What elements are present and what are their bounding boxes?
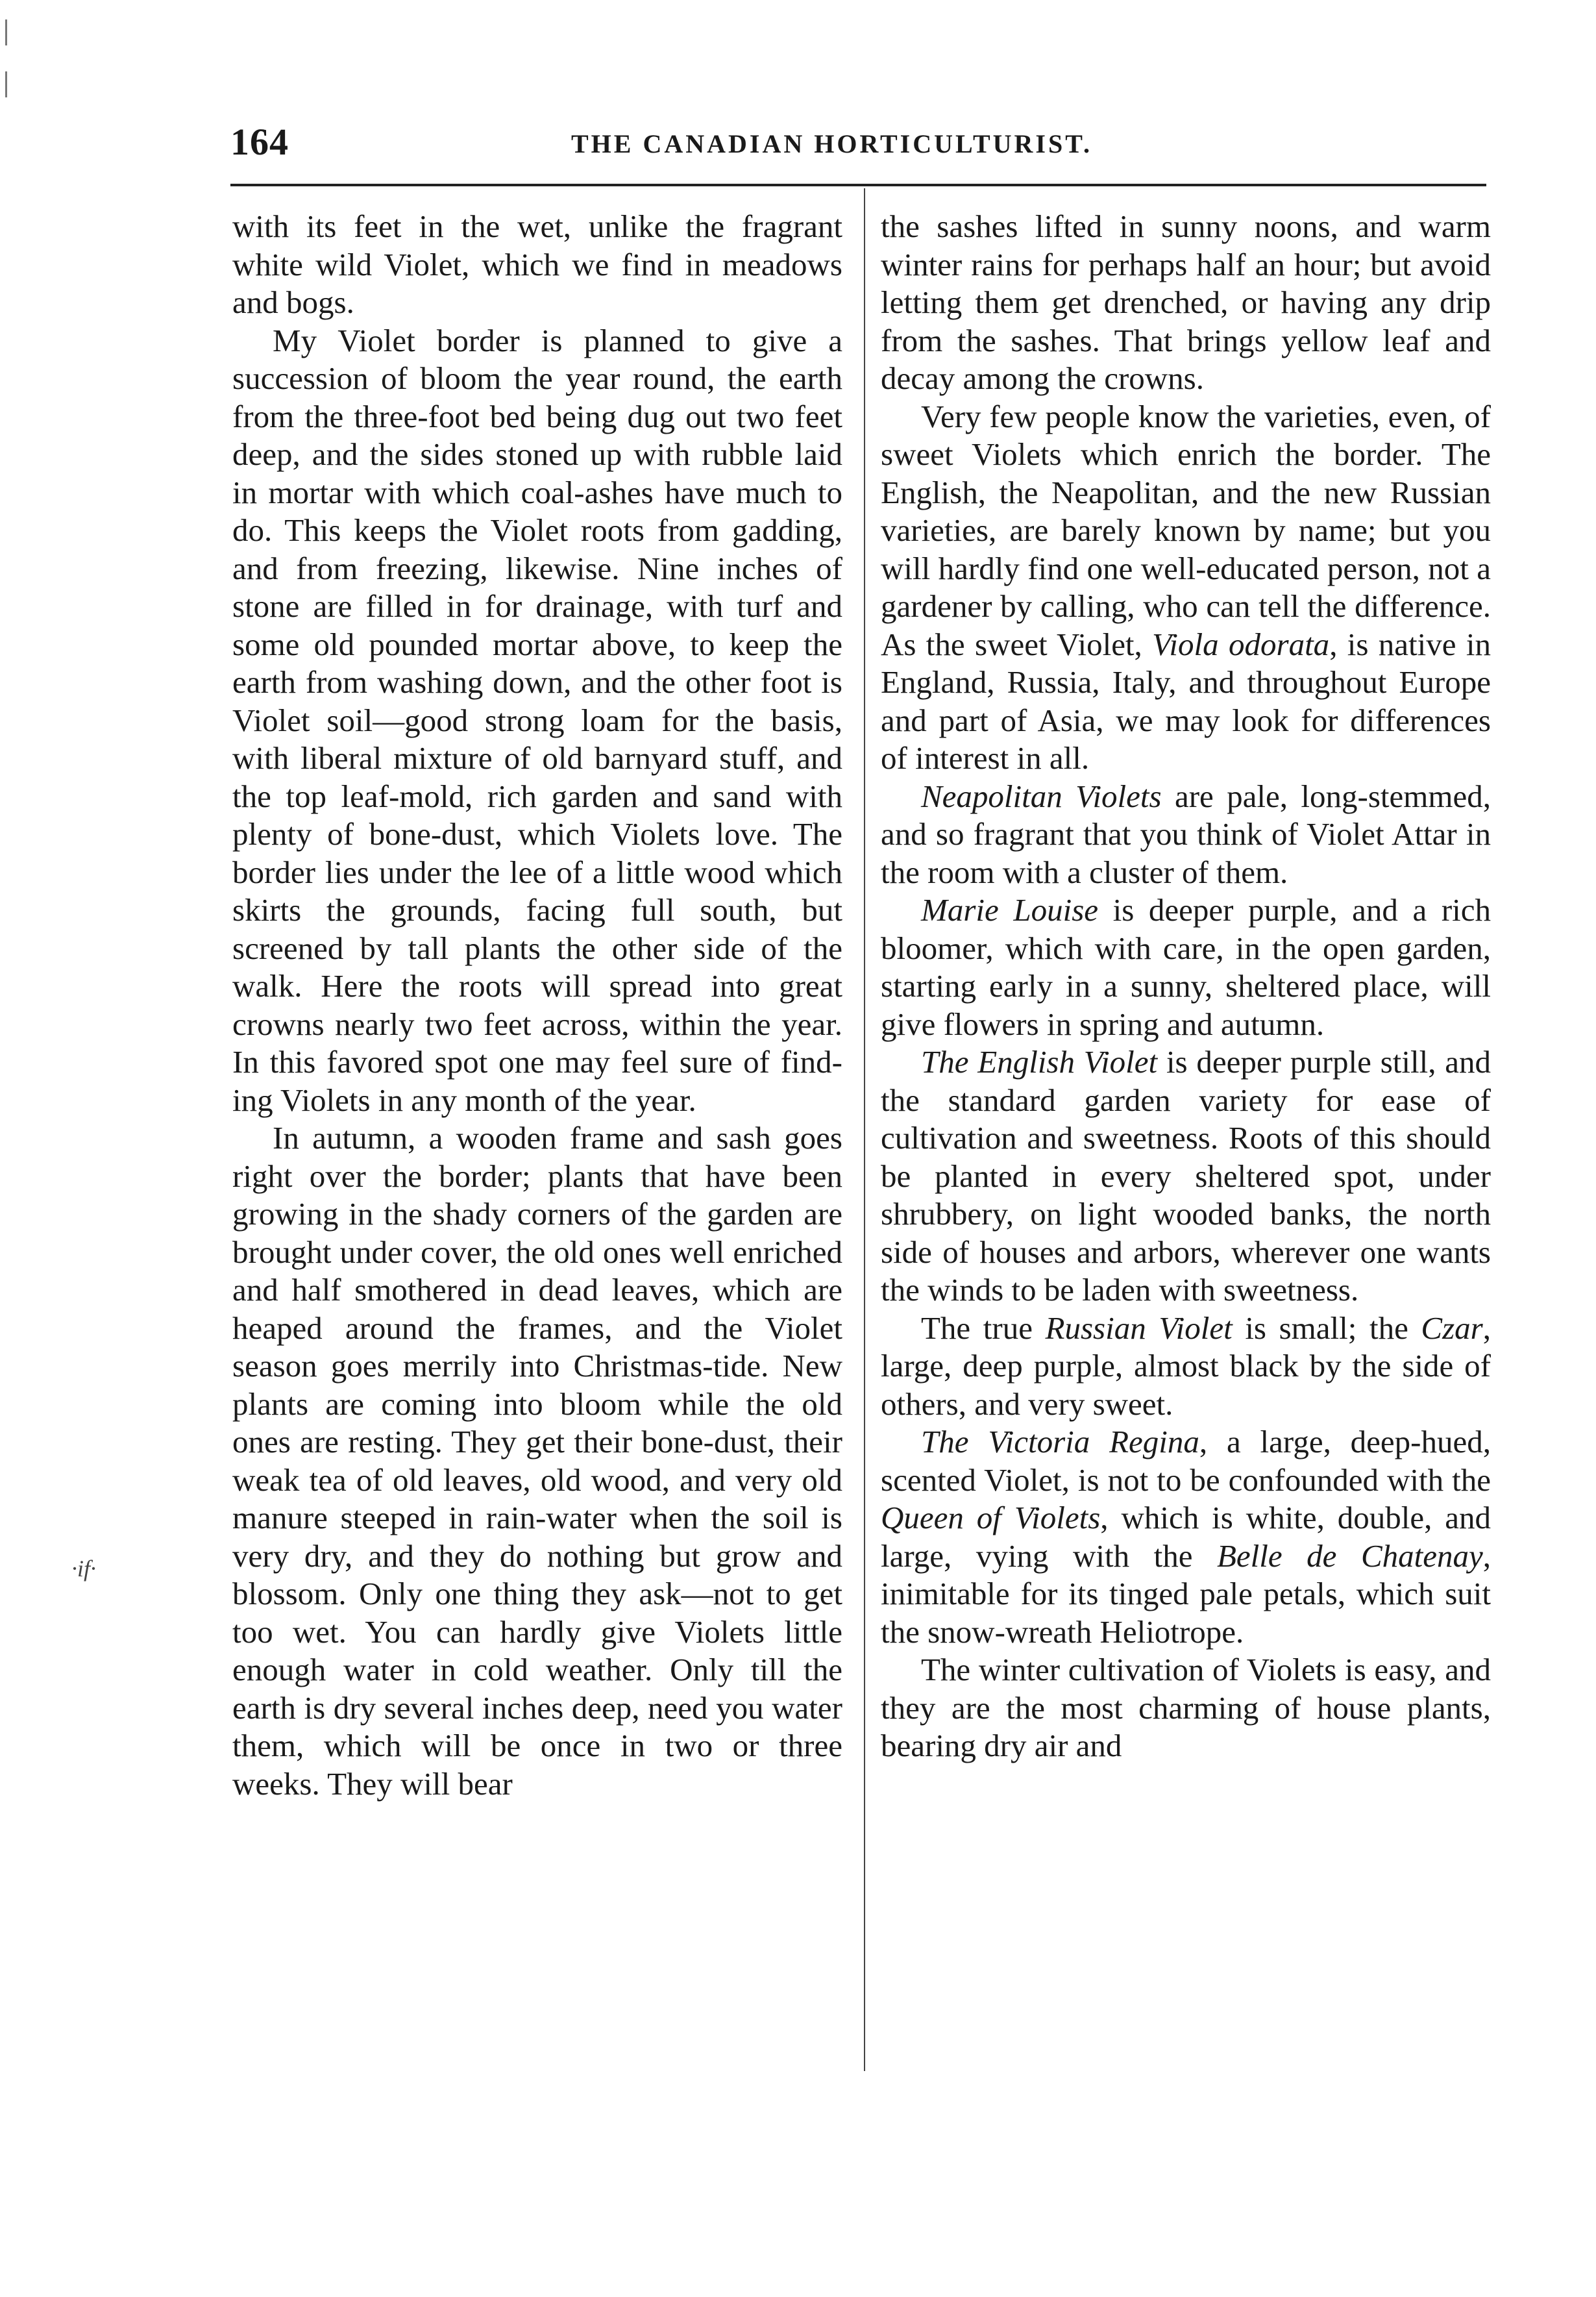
text-run: In autumn, a wooden frame and sash goes right over the border; plants that have been growing in the shady corners of the garden are brought under cover, the old ones well enriched and half smothered in dead leaves, which are heaped around the frames, and the Violet season goes merrily into Christmas-tide. New plants are coming into bloom while the old ones are resting. They get their bone-dust, their weak tea of old leaves, old wood, and very old manure steeped in rain-water when the soil is very dry, and they do nothing but grow and blossom. Only one thing they ask—not to get too wet. You can hardly give Violets little enough water in cold weather. Only till the earth is dry several inches deep, need you water them, which will be once in two or three weeks. They will bear [232, 1120, 842, 1802]
paragraph [881, 208, 1491, 398]
paragraph [881, 1310, 1491, 1424]
italic-text: Russian Violet [1045, 1310, 1233, 1346]
paragraph [881, 778, 1491, 892]
text-run: , a large, deep-hued, scented Violet, is not to be confounded with the [881, 1424, 1491, 1498]
text-run: , large, deep purple, almost black by the side of others, and very sweet. [881, 1310, 1491, 1422]
page-number: 164 [230, 121, 289, 163]
text-run: , which is white, double, and large, vying with the [881, 1500, 1492, 1574]
edge-binding-mark [5, 19, 7, 45]
text-run: , is native in England, Russia, Italy, and throughout Europe and part of Asia, we may look for differences of interest in all. [881, 626, 1491, 776]
text-run: The true [921, 1310, 1046, 1346]
paragraph [881, 1651, 1491, 1765]
text-run: are pale, long-stemmed, and so fragrant that you think of Violet Attar in the room with a cluster of them. [881, 778, 1491, 890]
edge-binding-mark [5, 71, 7, 97]
paragraph [881, 1043, 1491, 1310]
paragraph [881, 1423, 1491, 1651]
paragraph [232, 1119, 842, 1803]
margin-annotation: ·if· [71, 1556, 97, 1582]
right-column [881, 208, 1491, 1765]
paragraph [881, 891, 1491, 1043]
text-run: with its feet in the wet, unlike the fragrant white wild Violet, which we find in meadows and bogs. [232, 208, 842, 320]
text-run: My Violet border is planned to give a succession of bloom the year round, the earth from the three-foot bed being dug out two feet deep, and the sides stoned up with rubble laid in mortar with which coal-ashes have much to do. This keeps the Violet roots from gadding, and from freezing, likewise. Nine inches of stone are filled in for drainage, with turf and some old pounded mortar above, to keep the earth from washing down, and the other foot is Violet soil—good strong loam for the basis, with liberal mixture of old barnyard stuff, and the top leaf-mold, rich garden and sand with plenty of bone-dust, which Violets love. The border lies under the lee of a little wood which skirts the grounds, facing full south, but screened by tall plants the other side of the walk. Here the roots will spread into great crowns nearly two feet across, within the year. In this favored spot one may feel sure of finding Violets in any month of the year. [232, 322, 842, 1118]
text-run: Very few people know the varieties, even, of sweet Violets which enrich the border. The English, the Neapolitan, and the new Russian varieties, are barely known by name; but you will hardly find one well-educated person, not a gardener by calling, who can tell the difference. As the sweet Violet, [881, 398, 1491, 662]
italic-text: Belle de Chatenay [1217, 1537, 1483, 1574]
italic-text: Viola odorata [1152, 626, 1330, 662]
paragraph [232, 208, 842, 322]
italic-text: Queen of Violets [881, 1500, 1101, 1535]
running-head: THE CANADIAN HORTICULTURIST. [571, 129, 1092, 158]
italic-text: The English Violet [921, 1044, 1158, 1080]
italic-text: Neapolitan Violets [921, 778, 1162, 814]
text-run: is deeper purple still, and the standard garden variety for ease of cultivation and sweetness. Roots of this should be planted in every sheltered spot, under shrubbery, on light wooded banks, the north side of houses and arbors, wherever one wants the winds to be laden with sweetness. [881, 1044, 1491, 1308]
text-run: , inimitable for its tinged pale petals, which suit the snow-wreath Heliotrope. [881, 1537, 1491, 1650]
header-rule [230, 184, 1486, 186]
paragraph [881, 398, 1491, 778]
text-run: is deeper purple, and a rich bloomer, which with care, in the open garden, starting early in a sunny, sheltered place, will give flowers in spring and autumn. [881, 892, 1492, 1042]
italic-text: Marie Louise [921, 892, 1099, 928]
italic-text: The Victoria Regina [921, 1424, 1199, 1459]
left-column [232, 208, 842, 1803]
paragraph [232, 322, 842, 1120]
text-run: is small; the [1232, 1310, 1421, 1346]
text-run: The winter cultivation of Violets is easy, and they are the most charming of house plants, bearing dry air and [881, 1652, 1491, 1763]
text-run: the sashes lifted in sunny noons, and warm winter rains for perhaps half an hour; but avoid letting them get drenched, or having any drip from the sashes. That brings yellow leaf and decay among the crowns. [881, 208, 1491, 396]
italic-text: Czar [1421, 1310, 1483, 1346]
column-divider [864, 188, 865, 2071]
